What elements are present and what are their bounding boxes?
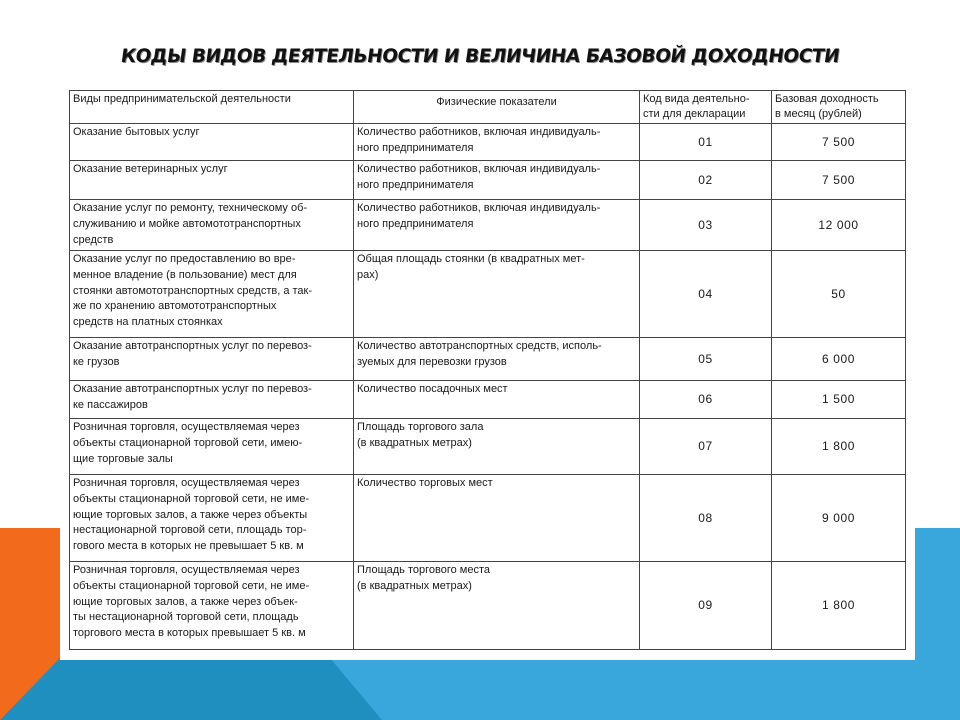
background-dark-blue-shape [0, 658, 382, 720]
cell-income: 6 000 [772, 338, 906, 381]
cell-income: 1 800 [772, 419, 906, 475]
cell-activity: Оказание автотранспортных услуг по перевоз- ке грузов [70, 338, 354, 381]
cell-activity: Оказание услуг по предоставлению во вре- менное владение (в пользование) мест для стоянки автомототранспортных средств, а так- же по хранению автомототранспортных средств на платных стоянках [70, 251, 354, 338]
cell-indicator: Количество работников, включая индивидуаль- ного предпринимателя [354, 200, 640, 251]
cell-income: 1 800 [772, 562, 906, 650]
cell-income: 9 000 [772, 475, 906, 562]
activity-codes-table [69, 90, 906, 650]
cell-indicator: Площадь торгового зала (в квадратных метрах) [354, 419, 640, 475]
table-row [70, 562, 906, 650]
cell-activity: Розничная торговля, осуществляемая через объекты стационарной торговой сети, имею- щие торговые залы [70, 419, 354, 475]
table-row [70, 475, 906, 562]
cell-code: 01 [640, 124, 772, 161]
cell-income: 12 000 [772, 200, 906, 251]
table-row [70, 200, 906, 251]
cell-code: 02 [640, 161, 772, 200]
table-row [70, 381, 906, 419]
cell-activity: Оказание ветеринарных услуг [70, 161, 354, 200]
table-header-row [70, 91, 906, 124]
cell-code: 04 [640, 251, 772, 338]
table-row [70, 124, 906, 161]
cell-activity: Оказание автотранспортных услуг по перевоз- ке пассажиров [70, 381, 354, 419]
cell-indicator: Общая площадь стоянки (в квадратных мет- рах) [354, 251, 640, 338]
cell-code: 05 [640, 338, 772, 381]
cell-indicator: Количество торговых мест [354, 475, 640, 562]
cell-code: 06 [640, 381, 772, 419]
cell-indicator: Количество работников, включая индивидуаль- ного предпринимателя [354, 124, 640, 161]
cell-income: 7 500 [772, 124, 906, 161]
header-activity: Виды предпринимательской деятельности [70, 91, 354, 124]
cell-code: 03 [640, 200, 772, 251]
cell-code: 08 [640, 475, 772, 562]
table-row [70, 251, 906, 338]
cell-indicator: Площадь торгового места (в квадратных метрах) [354, 562, 640, 650]
table-row [70, 338, 906, 381]
cell-activity: Розничная торговля, осуществляемая через объекты стационарной торговой сети, не име- ющие торговых залов, а также через объекты нестационарной торговой сети, площадь тор- гового места в которых не превышает 5 кв. м [70, 475, 354, 562]
cell-indicator: Количество автотранспортных средств, исполь- зуемых для перевозки грузов [354, 338, 640, 381]
table-row [70, 161, 906, 200]
cell-code: 07 [640, 419, 772, 475]
cell-income: 7 500 [772, 161, 906, 200]
cell-activity: Розничная торговля, осуществляемая через объекты стационарной торговой сети, не име- ющие торговых залов, а также через объек- ты нестационарной торговой сети, площадь торгового места в которых превышает 5 кв. м [70, 562, 354, 650]
cell-indicator: Количество посадочных мест [354, 381, 640, 419]
table-row [70, 419, 906, 475]
cell-activity: Оказание услуг по ремонту, техническому об- служиванию и мойке автомототранспортных средств [70, 200, 354, 251]
header-code: Код вида деятельно- сти для декларации [640, 91, 772, 124]
cell-income: 50 [772, 251, 906, 338]
cell-indicator: Количество работников, включая индивидуаль- ного предпринимателя [354, 161, 640, 200]
slide-title: КОДЫ ВИДОВ ДЕЯТЕЛЬНОСТИ И ВЕЛИЧИНА БАЗОВОЙ ДОХОДНОСТИ [119, 46, 841, 67]
cell-income: 1 500 [772, 381, 906, 419]
header-indicators: Физические показатели [354, 91, 640, 124]
header-income: Базовая доходность в месяц (рублей) [772, 91, 906, 124]
cell-activity: Оказание бытовых услуг [70, 124, 354, 161]
cell-code: 09 [640, 562, 772, 650]
